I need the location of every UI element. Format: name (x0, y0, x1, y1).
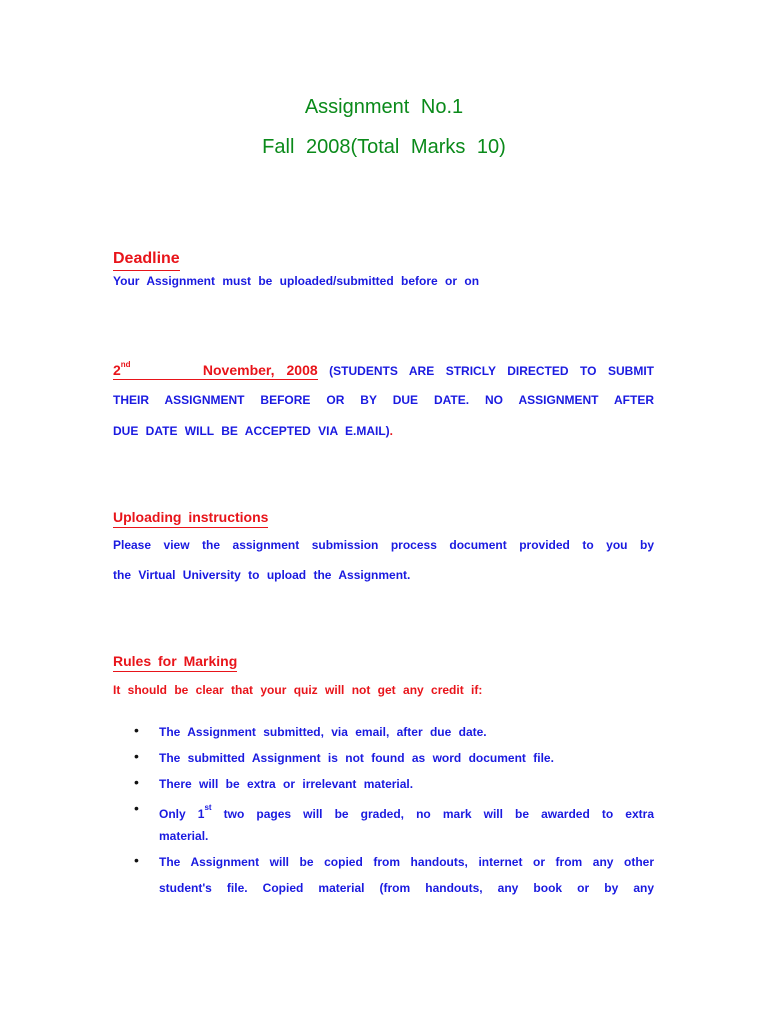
rule-item-continuation: student's file. Copied material (from handouts, any book or by any (159, 881, 654, 895)
deadline-notice-line-2: THEIR ASSIGNMENT BEFORE OR BY DUE DATE. NO ASSIGNMENT AFTER (113, 393, 654, 407)
rule-item-rest: two pages will be graded, no mark will be awarded to extra (223, 807, 654, 821)
notice-text-3: DUE DATE WILL BE ACCEPTED VIA E.MAIL) (113, 424, 390, 438)
rule-item: There will be extra or irrelevant material. (159, 777, 414, 791)
deadline-heading: Deadline (113, 250, 180, 271)
rule-item: The Assignment will be copied from handouts, internet or from any other (159, 855, 654, 869)
rule-item (159, 803, 654, 821)
deadline-notice-line-1 (113, 360, 654, 378)
rules-heading: Rules for Marking (113, 653, 237, 672)
rules-intro: It should be clear that your quiz will not get any credit if: (113, 683, 483, 697)
notice-text-1: (STUDENTS ARE STRICLY DIRECTED TO SUBMIT (329, 364, 654, 378)
date-suffix: nd (120, 360, 131, 369)
uploading-text-line-1: Please view the assignment submission process document provided to you by (113, 538, 654, 552)
bullet-icon: • (134, 748, 139, 764)
rule-item-sup: st (204, 803, 212, 812)
notice-end: . (389, 424, 394, 438)
assignment-title: Assignment No.1 (304, 96, 464, 118)
bullet-icon: • (134, 852, 139, 868)
bullet-icon: • (134, 722, 139, 738)
date-day: 2 (113, 362, 121, 378)
bullet-icon: • (134, 774, 139, 790)
assignment-subtitle: Fall 2008(Total Marks 10) (262, 136, 506, 158)
uploading-text-line-2: the Virtual University to upload the Assignment. (113, 568, 411, 582)
deadline-date (113, 362, 318, 380)
date-rest: November, 2008 (202, 362, 318, 378)
rule-item: The submitted Assignment is not found as word document file. (159, 751, 554, 765)
rule-item: The Assignment submitted, via email, after due date. (159, 725, 487, 739)
bullet-icon: • (134, 800, 139, 816)
deadline-text: Your Assignment must be uploaded/submitted before or on (113, 274, 480, 288)
deadline-notice-line-3 (113, 424, 393, 438)
rule-item-continuation: material. (159, 829, 209, 843)
rule-item-text: Only 1 (159, 807, 205, 821)
uploading-heading: Uploading instructions (113, 509, 268, 528)
